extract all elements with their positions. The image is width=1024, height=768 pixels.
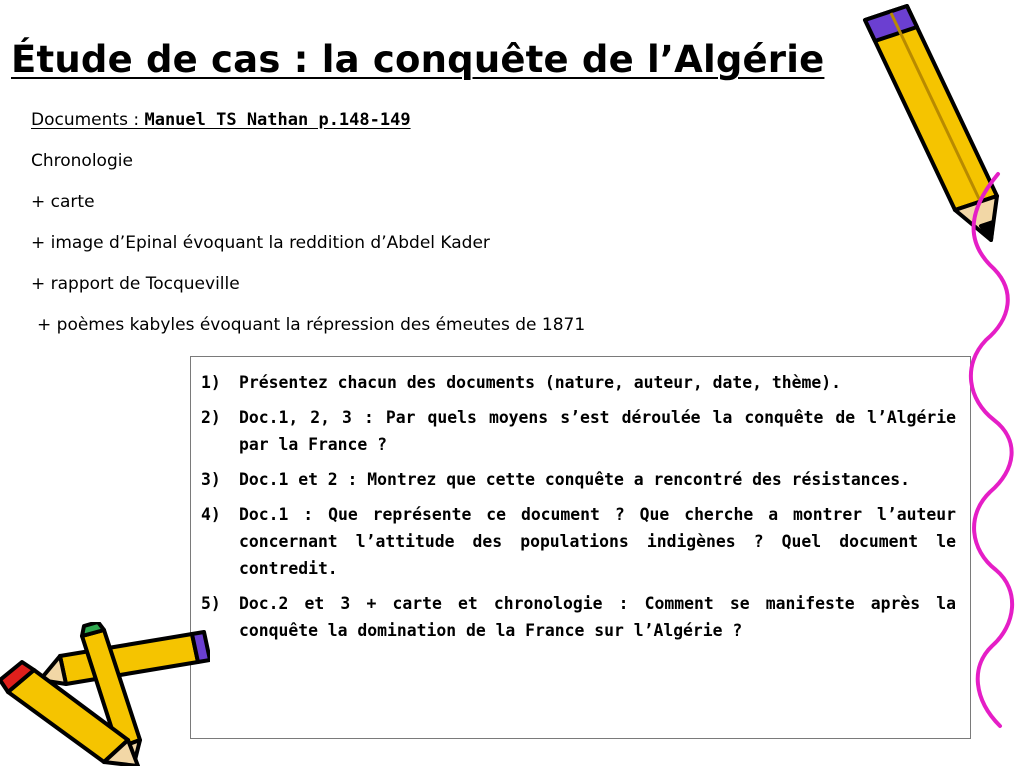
documents-source: Manuel TS Nathan p.148-149 [144,110,411,130]
documents-prefix: Documents : [31,110,145,130]
question-item [201,501,956,582]
document-item-carte: + carte [31,192,95,212]
question-text: Présentez chacun des documents (nature, auteur, date, thème). [239,373,841,392]
question-number: 2) [201,408,221,427]
document-item-poemes-kabyles: + poèmes kabyles évoquant la répression des émeutes de 1871 [37,315,586,335]
question-number: 4) [201,505,221,524]
question-number: 5) [201,594,221,613]
document-item-chronologie: Chronologie [31,151,133,171]
question-number: 1) [201,373,221,392]
question-text: Doc.1, 2, 3 : Par quels moyens s’est déroulée la conquête de l’Algérie par la France ? [239,408,956,454]
crayon-bundle-icon [0,622,210,766]
question-item [201,369,956,396]
document-item-image-epinal: + image d’Epinal évoquant la reddition d’Abdel Kader [31,233,490,253]
question-item [201,466,956,493]
question-item [201,404,956,458]
question-text: Doc.1 : Que représente ce document ? Que cherche a montrer l’auteur concernant l’attitude des populations indigènes ? Quel document le contredit. [239,505,956,578]
questions-box [190,356,971,739]
squiggle-line [960,170,1024,730]
question-item [201,590,956,644]
document-item-rapport-tocqueville: + rapport de Tocqueville [31,274,240,294]
page-title: Étude de cas : la conquête de l’Algérie [11,38,825,81]
question-number: 3) [201,470,221,489]
documents-list [31,109,831,355]
question-text: Doc.2 et 3 + carte et chronologie : Comment se manifeste après la conquête la domination de la France sur l’Algérie ? [239,594,956,640]
question-text: Doc.1 et 2 : Montrez que cette conquête a rencontré des résistances. [239,470,911,489]
documents-source-line [31,109,831,150]
questions-list [201,369,956,644]
